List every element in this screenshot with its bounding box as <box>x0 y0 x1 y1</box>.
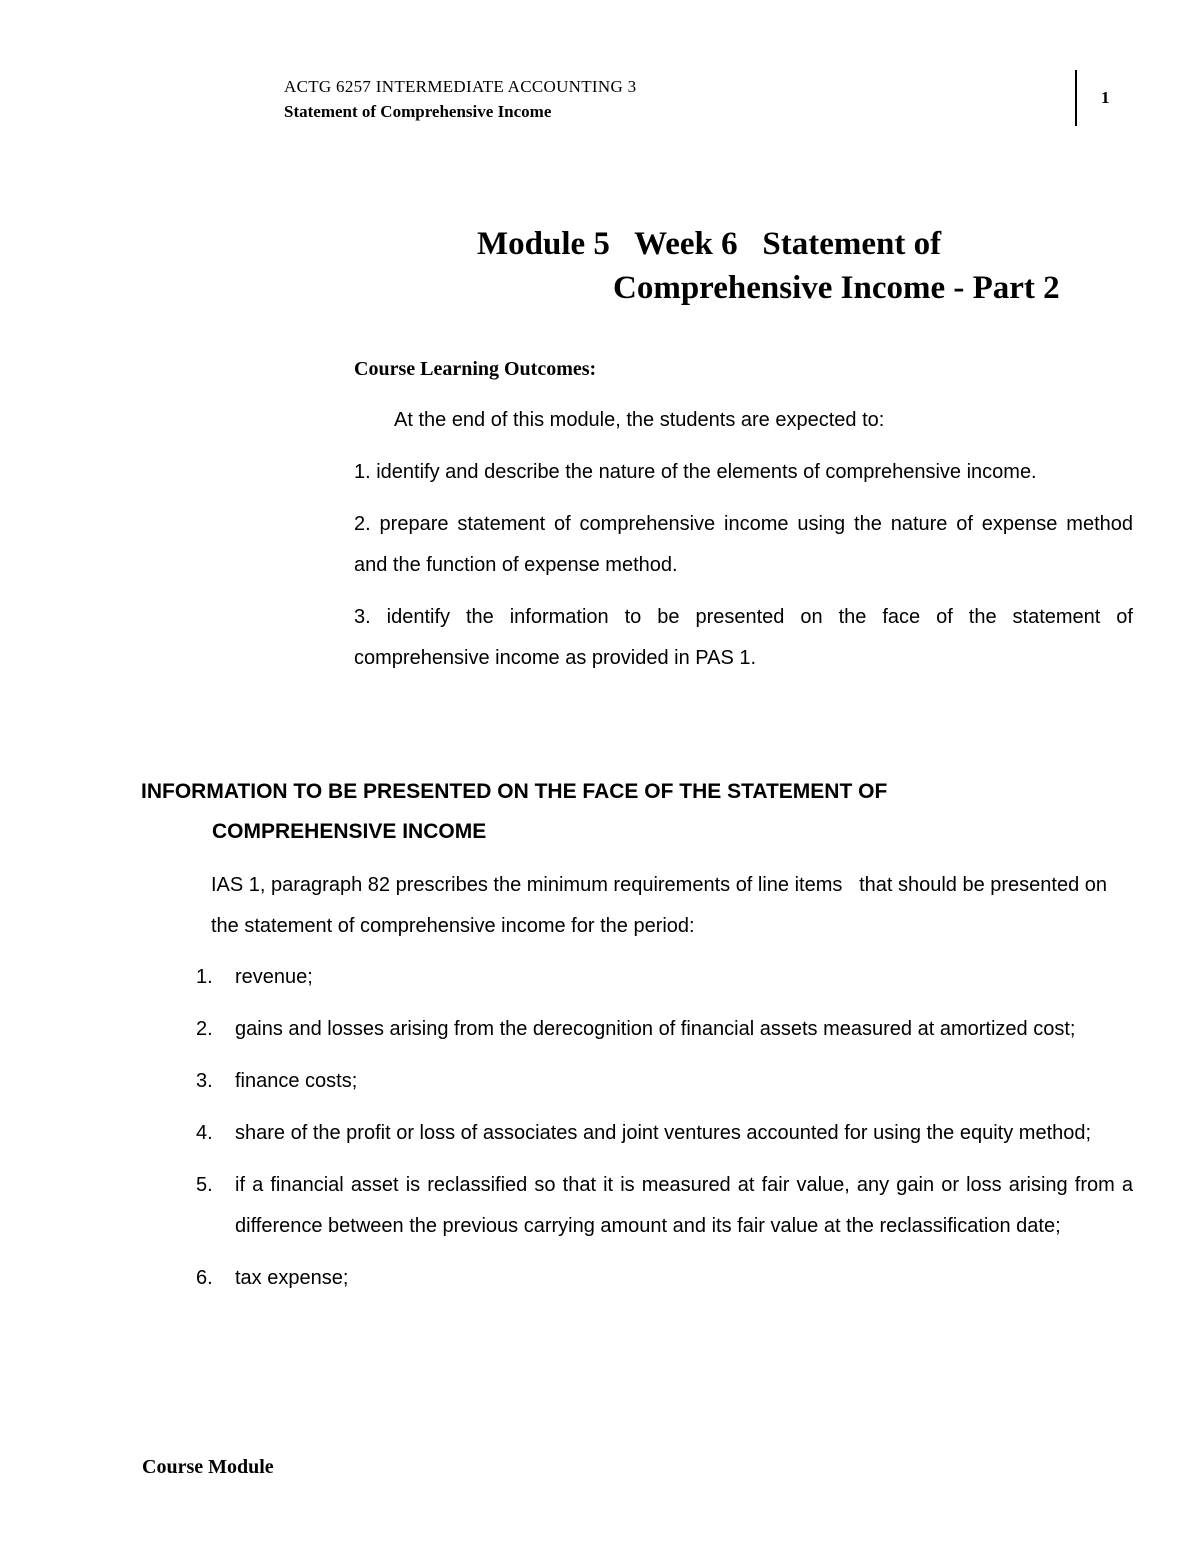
list-item-text: gains and losses arising from the derecognition of financial assets measured at amortized cost; <box>235 1018 1076 1040</box>
list-item-number: 3. <box>196 1070 213 1092</box>
module-title-line1: Module 5 Week 6 Statement of <box>477 226 942 262</box>
list-item-text: if a financial asset is reclassified so that it is measured at fair value, any gain or loss arising from a difference between the previous carrying amount and its fair value at the reclassification date; <box>235 1174 1133 1237</box>
section-heading-line2: COMPREHENSIVE INCOME <box>212 820 487 843</box>
list-item <box>190 957 1133 998</box>
learning-outcomes-heading: Course Learning Outcomes: <box>354 358 597 380</box>
list-item-number: 6. <box>196 1267 213 1289</box>
list-item <box>190 1113 1133 1154</box>
footer-label: Course Module <box>142 1456 274 1478</box>
page-number: 1 <box>1101 88 1110 107</box>
header-course: ACTG 6257 INTERMEDIATE ACCOUNTING 3 <box>284 77 637 96</box>
learning-outcome-item: 3. identify the information to be presented on the face of the statement of comprehensive income as provided in PAS 1. <box>354 606 1133 669</box>
section-heading <box>141 772 887 852</box>
learning-outcomes-intro: At the end of this module, the students are expected to: <box>394 409 885 431</box>
list-item-number: 4. <box>196 1122 213 1144</box>
section-heading-line1: INFORMATION TO BE PRESENTED ON THE FACE OF THE STATEMENT OF <box>141 780 888 803</box>
learning-outcome-item: 2. prepare statement of comprehensive income using the nature of expense method and the function of expense method. <box>354 513 1133 576</box>
list-item <box>190 1009 1133 1050</box>
header-subject: Statement of Comprehensive Income <box>284 102 552 121</box>
list-item <box>190 1165 1133 1247</box>
learning-outcomes <box>354 400 1133 690</box>
list-item-text: share of the profit or loss of associates and joint ventures accounted for using the equity method; <box>235 1122 1092 1144</box>
module-title-line2: Comprehensive Income - Part 2 <box>613 270 1060 306</box>
list-item-number: 2. <box>196 1018 213 1040</box>
list-item <box>190 1258 1133 1299</box>
list-item-text: finance costs; <box>235 1070 358 1092</box>
section-paragraph: IAS 1, paragraph 82 prescribes the minimum requirements of line items that should be presented on the statement of comprehensive income for the period: <box>211 874 1113 937</box>
list-item-text: tax expense; <box>235 1267 349 1289</box>
learning-outcome-item: 1. identify and describe the nature of the elements of comprehensive income. <box>354 461 1037 483</box>
list-item-number: 1. <box>196 966 213 988</box>
list-item <box>190 1061 1133 1102</box>
header-divider <box>1075 70 1077 126</box>
list-item-number: 5. <box>196 1174 213 1196</box>
requirements-list <box>190 957 1133 1310</box>
module-title <box>477 222 1060 310</box>
page-header <box>284 74 636 124</box>
list-item-text: revenue; <box>235 966 313 988</box>
